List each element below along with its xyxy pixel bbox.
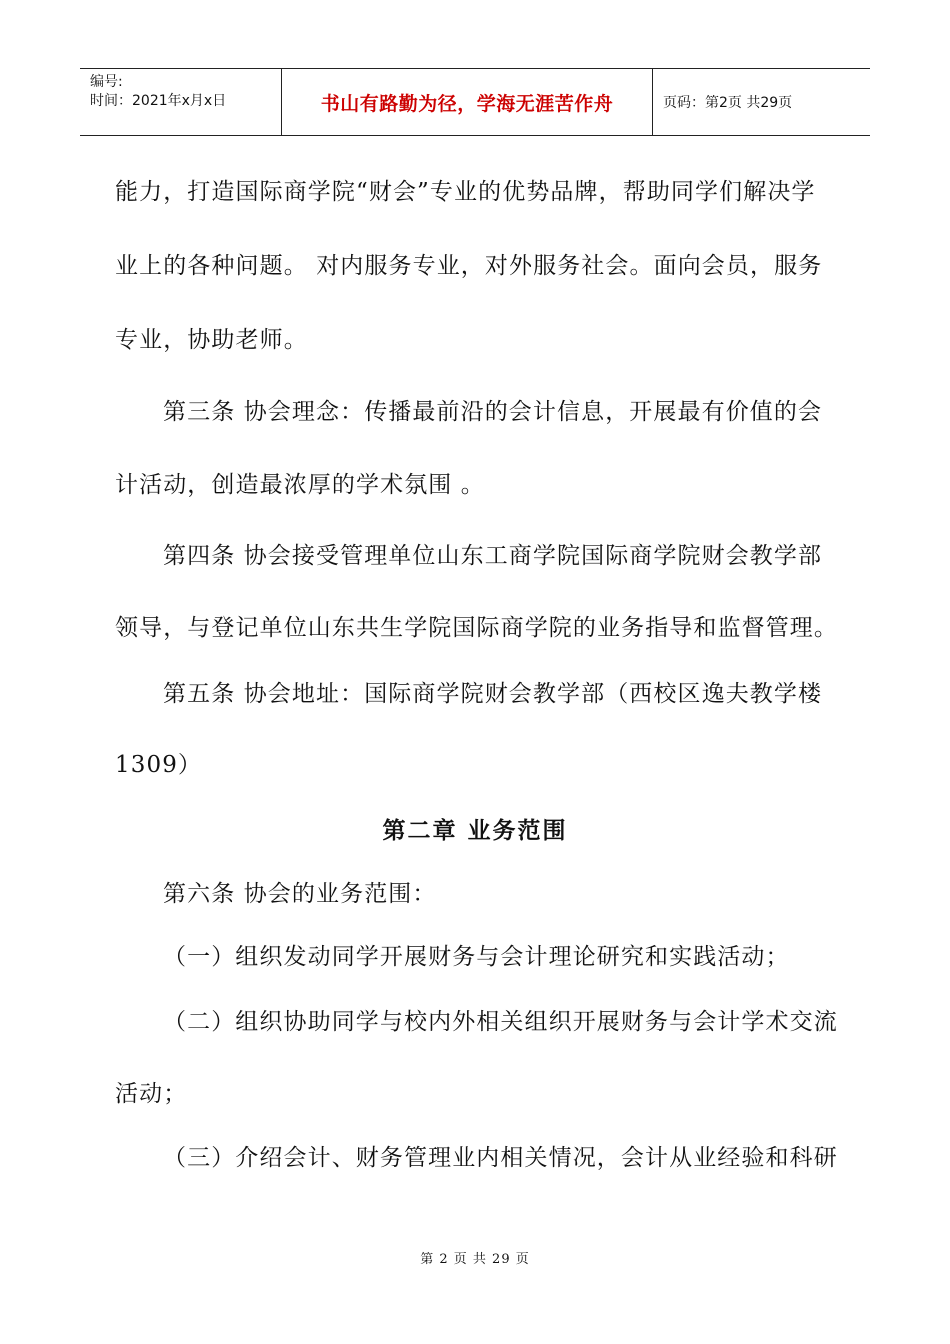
body-line: 计活动，创造最浓厚的学术氛围 。 <box>115 472 485 498</box>
article-3-line: 第三条 协会理念：传播最前沿的会计信息，开展最有价值的会 <box>163 399 823 425</box>
list-item-3: （三）介绍会计、财务管理业内相关情况，会计从业经验和科研 <box>163 1145 838 1171</box>
serial-label: 编号: <box>90 74 123 90</box>
page-code: 页码：第2页 共29页 <box>663 95 793 111</box>
header-motto-cell <box>282 69 653 135</box>
body-line: 能力，打造国际商学院“财会”专业的优势品牌，帮助同学们解决学 <box>115 179 816 205</box>
body-line: 专业，协助老师。 <box>115 327 308 353</box>
motto-text: 书山有路勤为径，学海无涯苦作舟 <box>320 92 614 115</box>
time-label: 时间：2021年x月x日 <box>90 93 227 109</box>
chapter-heading: 第二章 业务范围 <box>382 818 568 844</box>
list-item-1: （一）组织发动同学开展财务与会计理论研究和实践活动； <box>163 944 790 970</box>
body-line: 领导，与登记单位山东共生学院国际商学院的业务指导和监督管理。 <box>115 615 838 641</box>
body-line: 业上的各种问题。 对内服务专业，对外服务社会。面向会员，服务 <box>115 253 823 279</box>
list-item-2: （二）组织协助同学与校内外相关组织开展财务与会计学术交流 <box>163 1009 838 1035</box>
body-line: 活动； <box>115 1081 188 1107</box>
article-6-line: 第六条 协会的业务范围： <box>163 881 437 907</box>
header-page-cell <box>653 69 870 135</box>
body-line: 1309） <box>115 752 203 778</box>
article-4-line: 第四条 协会接受管理单位山东工商学院国际商学院财会教学部 <box>163 543 823 569</box>
page-footer: 第 2 页 共 29 页 <box>420 1252 530 1267</box>
article-5-line: 第五条 协会地址：国际商学院财会教学部（西校区逸夫教学楼 <box>163 681 823 707</box>
header-meta-cell <box>80 69 282 135</box>
page-header <box>80 68 870 136</box>
